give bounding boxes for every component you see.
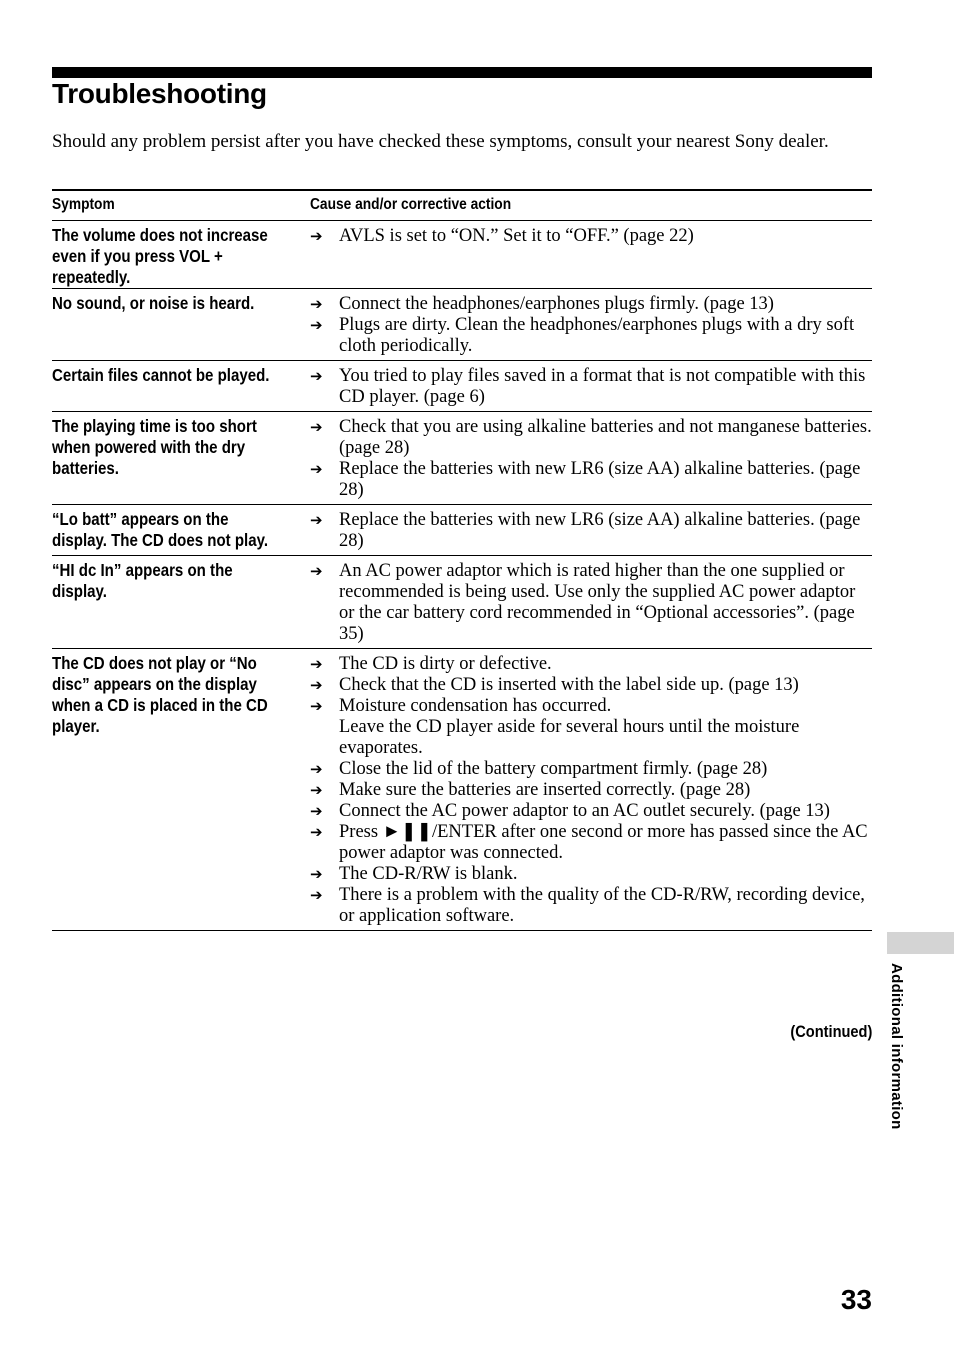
cause-item	[310, 294, 872, 315]
cause-text: Connect the AC power adaptor to an AC outlet securely. (page 13)	[339, 801, 830, 821]
arrow-icon: ➔	[310, 655, 323, 673]
cause-text: There is a problem with the quality of the CD-R/RW, recording device, or application software.	[339, 885, 865, 926]
arrow-icon: ➔	[310, 460, 323, 478]
arrow-icon: ➔	[310, 562, 323, 580]
arrow-icon: ➔	[310, 511, 323, 529]
symptom-cell	[52, 505, 310, 555]
symptom-text: Certain files cannot be played.	[52, 365, 270, 385]
cause-text: AVLS is set to “ON.” Set it to “OFF.” (page 22)	[339, 226, 694, 246]
cause-text: The CD-R/RW is blank.	[339, 864, 518, 884]
symptom-text: “Lo batt” appears on the display. The CD does not play.	[52, 509, 269, 550]
symptom-cell	[52, 361, 310, 411]
arrow-icon: ➔	[310, 781, 323, 799]
arrow-icon: ➔	[310, 418, 323, 436]
cause-cell	[310, 361, 872, 411]
symptom-cell	[52, 649, 310, 930]
symptom-cell	[52, 556, 310, 648]
arrow-icon: ➔	[310, 227, 323, 245]
cause-text: Check that the CD is inserted with the label side up. (page 13)	[339, 675, 799, 695]
table-row	[52, 505, 872, 556]
cause-cell	[310, 289, 872, 360]
table-body	[52, 221, 872, 930]
cause-cell	[310, 556, 872, 648]
symptom-text: The playing time is too short when powered with the dry batteries.	[52, 416, 257, 478]
cause-item	[310, 315, 872, 357]
cause-text: Check that you are using alkaline batteries and not manganese batteries. (page 28)	[339, 417, 872, 458]
page-title: Troubleshooting	[52, 78, 267, 109]
cause-text: Press ►❚❚/ENTER after one second or more has passed since the AC power adaptor was connected.	[339, 822, 868, 863]
arrow-icon: ➔	[310, 676, 323, 694]
cause-item	[310, 822, 872, 864]
arrow-icon: ➔	[310, 316, 323, 334]
intro-paragraph: Should any problem persist after you have checked these symptoms, consult your nearest Sony dealer.	[52, 131, 829, 152]
cause-item	[310, 459, 872, 501]
cause-text: An AC power adaptor which is rated higher than the one supplied or recommended is being used. Use only the supplied AC power adaptor or the car battery cord recommended in “Optional accessories”. (page 35)	[339, 561, 856, 644]
cause-item	[310, 675, 872, 696]
symptom-text: The volume does not increase even if you press VOL + repeatedly.	[52, 225, 268, 287]
table-row	[52, 412, 872, 505]
cause-text: Replace the batteries with new LR6 (size AA) alkaline batteries. (page 28)	[339, 510, 861, 551]
cause-cell	[310, 649, 872, 930]
table-row	[52, 221, 872, 289]
cause-text: You tried to play files saved in a format that is not compatible with this CD player. (page 6)	[339, 366, 866, 407]
cause-item	[310, 510, 872, 552]
cause-text: Make sure the batteries are inserted correctly. (page 28)	[339, 780, 751, 800]
arrow-icon: ➔	[310, 367, 323, 385]
symptom-cell	[52, 412, 310, 504]
cause-text: Replace the batteries with new LR6 (size AA) alkaline batteries. (page 28)	[339, 459, 861, 500]
troubleshooting-table	[52, 189, 872, 931]
table-row	[52, 649, 872, 930]
cause-item	[310, 885, 872, 927]
symptom-text: “HI dc In” appears on the display.	[52, 560, 233, 601]
cause-cell	[310, 505, 872, 555]
arrow-icon: ➔	[310, 865, 323, 883]
cause-item	[310, 780, 872, 801]
symptom-cell	[52, 221, 310, 288]
symptom-cell	[52, 289, 310, 360]
cause-cell	[310, 221, 872, 288]
arrow-icon: ➔	[310, 823, 323, 841]
table-header	[52, 191, 872, 221]
symptom-text: The CD does not play or “No disc” appears on the display when a CD is placed in the CD player.	[52, 653, 268, 736]
cause-text: Connect the headphones/earphones plugs firmly. (page 13)	[339, 294, 774, 314]
arrow-icon: ➔	[310, 697, 323, 715]
arrow-icon: ➔	[310, 802, 323, 820]
table-row	[52, 289, 872, 361]
arrow-icon: ➔	[310, 295, 323, 313]
section-side-label: Additional information	[888, 963, 905, 1130]
cause-item	[310, 561, 872, 645]
symptom-text: No sound, or noise is heard.	[52, 293, 255, 313]
cause-text: Plugs are dirty. Clean the headphones/earphones plugs with a dry soft cloth periodically.	[339, 315, 855, 356]
cause-item	[310, 864, 872, 885]
title-rule	[52, 67, 872, 78]
continued-label: (Continued)	[789, 1022, 872, 1041]
cause-text: Close the lid of the battery compartment firmly. (page 28)	[339, 759, 768, 779]
cause-text: The CD is dirty or defective.	[339, 654, 552, 674]
section-tab	[887, 932, 954, 954]
header-symptom: Symptom	[52, 196, 115, 213]
cause-item	[310, 654, 872, 675]
cause-cell	[310, 412, 872, 504]
cause-item	[310, 759, 872, 780]
table-row	[52, 361, 872, 412]
arrow-icon: ➔	[310, 760, 323, 778]
page-number: 33	[840, 1284, 872, 1315]
cause-item	[310, 801, 872, 822]
table-row	[52, 556, 872, 649]
cause-item	[310, 226, 872, 247]
cause-text: Moisture condensation has occurred. Leave the CD player aside for several hours until the moisture evaporates.	[339, 696, 800, 758]
arrow-icon: ➔	[310, 886, 323, 904]
cause-item	[310, 366, 872, 408]
cause-item	[310, 696, 872, 759]
header-cause: Cause and/or corrective action	[310, 196, 512, 213]
cause-item	[310, 417, 872, 459]
